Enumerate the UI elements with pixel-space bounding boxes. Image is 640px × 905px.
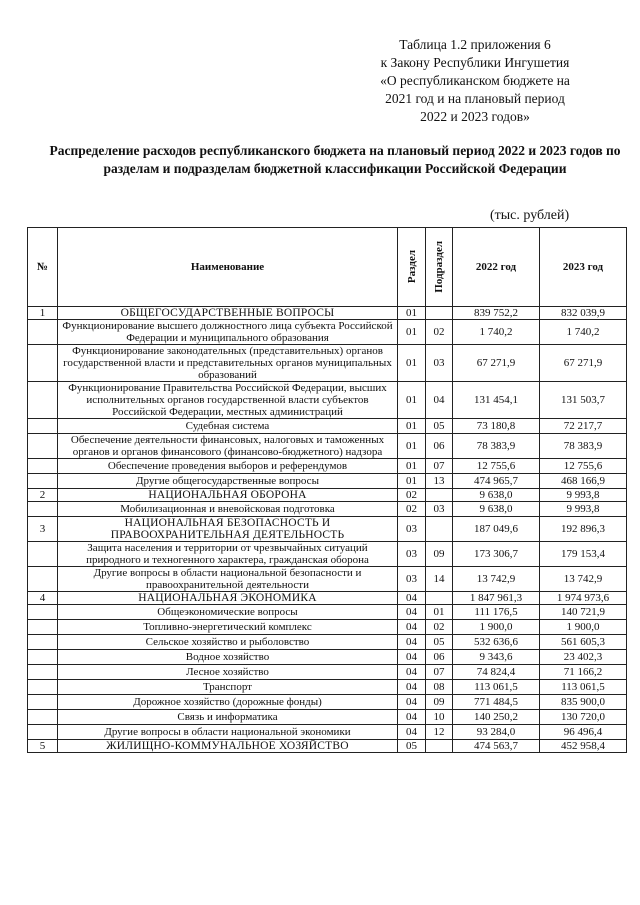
row-number (28, 725, 58, 740)
appendix-note (330, 36, 620, 126)
row-number (28, 502, 58, 517)
row-name: Связь и информатика (58, 710, 398, 725)
row-section-code: 01 (398, 382, 426, 419)
appendix-note-line: 2022 и 2023 годов» (420, 109, 530, 124)
row-value-2022: 93 284,0 (453, 725, 540, 740)
row-value-2023: 23 402,3 (540, 650, 627, 665)
row-value-2022: 13 742,9 (453, 567, 540, 592)
row-number: 5 (28, 740, 58, 753)
col-header-section (398, 228, 426, 307)
row-section-code: 01 (398, 419, 426, 434)
row-subsection-code: 09 (426, 542, 453, 567)
row-name: Дорожное хозяйство (дорожные фонды) (58, 695, 398, 710)
row-section-code: 05 (398, 740, 426, 753)
row-subsection-code: 02 (426, 620, 453, 635)
row-subsection-code: 14 (426, 567, 453, 592)
row-value-2023: 130 720,0 (540, 710, 627, 725)
row-value-2022: 9 343,6 (453, 650, 540, 665)
table-row (28, 434, 627, 459)
row-value-2023: 113 061,5 (540, 680, 627, 695)
row-section-code: 04 (398, 592, 426, 605)
row-subsection-code (426, 740, 453, 753)
row-subsection-code: 04 (426, 382, 453, 419)
row-subsection-code (426, 489, 453, 502)
row-section-code: 04 (398, 635, 426, 650)
row-number (28, 320, 58, 345)
section-row (28, 307, 627, 320)
row-name: Водное хозяйство (58, 650, 398, 665)
row-number (28, 567, 58, 592)
row-value-2023: 67 271,9 (540, 345, 627, 382)
row-name: Другие вопросы в области национальной безопасности и правоохранительной деятельности (58, 567, 398, 592)
row-number (28, 635, 58, 650)
row-section-code: 02 (398, 502, 426, 517)
row-number (28, 459, 58, 474)
table-row (28, 542, 627, 567)
table-row (28, 665, 627, 680)
row-number (28, 605, 58, 620)
row-name: Общеэкономические вопросы (58, 605, 398, 620)
row-value-2023: 12 755,6 (540, 459, 627, 474)
table-row (28, 474, 627, 489)
row-number (28, 542, 58, 567)
row-name: Функционирование высшего должностного лица субъекта Российской Федерации и муниципального образования (58, 320, 398, 345)
row-value-2023: 192 896,3 (540, 517, 627, 542)
col-header-section-label: Раздел (405, 250, 418, 284)
row-value-2022: 111 176,5 (453, 605, 540, 620)
table-row (28, 459, 627, 474)
row-value-2023: 561 605,3 (540, 635, 627, 650)
row-section-code: 03 (398, 542, 426, 567)
row-section-code: 01 (398, 459, 426, 474)
appendix-note-line: Таблица 1.2 приложения 6 (399, 37, 551, 52)
col-header-2022: 2022 год (453, 228, 540, 307)
row-value-2023: 78 383,9 (540, 434, 627, 459)
row-value-2022: 73 180,8 (453, 419, 540, 434)
row-subsection-code: 01 (426, 605, 453, 620)
row-value-2023: 832 039,9 (540, 307, 627, 320)
row-value-2022: 140 250,2 (453, 710, 540, 725)
row-subsection-code: 08 (426, 680, 453, 695)
row-value-2023: 72 217,7 (540, 419, 627, 434)
row-value-2023: 1 740,2 (540, 320, 627, 345)
appendix-note-line: к Закону Республики Ингушетия (380, 55, 570, 70)
row-value-2022: 474 965,7 (453, 474, 540, 489)
row-name: Функционирование Правительства Российской Федерации, высших исполнительных органов государственной власти субъектов Российской Федерации, местных администраций (58, 382, 398, 419)
table-row (28, 502, 627, 517)
row-value-2023: 1 900,0 (540, 620, 627, 635)
row-value-2022: 474 563,7 (453, 740, 540, 753)
row-value-2023: 835 900,0 (540, 695, 627, 710)
row-name: Лесное хозяйство (58, 665, 398, 680)
row-number: 4 (28, 592, 58, 605)
row-subsection-code: 09 (426, 695, 453, 710)
row-value-2022: 173 306,7 (453, 542, 540, 567)
row-subsection-code (426, 592, 453, 605)
row-value-2023: 452 958,4 (540, 740, 627, 753)
row-value-2023: 140 721,9 (540, 605, 627, 620)
section-row (28, 517, 627, 542)
appendix-note-line: «О республиканском бюджете на (380, 73, 570, 88)
row-section-code: 04 (398, 620, 426, 635)
row-value-2022: 1 847 961,3 (453, 592, 540, 605)
row-value-2022: 131 454,1 (453, 382, 540, 419)
row-value-2023: 131 503,7 (540, 382, 627, 419)
row-subsection-code: 07 (426, 665, 453, 680)
row-value-2022: 9 638,0 (453, 489, 540, 502)
row-number: 3 (28, 517, 58, 542)
table-row (28, 680, 627, 695)
row-subsection-code (426, 517, 453, 542)
row-section-code: 03 (398, 567, 426, 592)
row-name: Судебная система (58, 419, 398, 434)
row-section-code: 04 (398, 680, 426, 695)
units-label: (тыс. рублей) (490, 208, 570, 223)
col-header-num: № (28, 228, 58, 307)
table-row (28, 635, 627, 650)
row-number (28, 620, 58, 635)
col-header-subsection (426, 228, 453, 307)
row-value-2022: 771 484,5 (453, 695, 540, 710)
row-name: НАЦИОНАЛЬНАЯ ОБОРОНА (58, 489, 398, 502)
row-name: Функционирование законодательных (представительных) органов государственной власти и представительных органов муниципальных образований (58, 345, 398, 382)
row-subsection-code: 05 (426, 635, 453, 650)
row-number (28, 695, 58, 710)
table-row (28, 695, 627, 710)
row-section-code: 01 (398, 307, 426, 320)
row-section-code: 03 (398, 517, 426, 542)
row-number (28, 680, 58, 695)
row-subsection-code: 10 (426, 710, 453, 725)
table-row (28, 710, 627, 725)
row-name: НАЦИОНАЛЬНАЯ ЭКОНОМИКА (58, 592, 398, 605)
row-name: НАЦИОНАЛЬНАЯ БЕЗОПАСНОСТЬ И ПРАВООХРАНИТЕЛЬНАЯ ДЕЯТЕЛЬНОСТЬ (58, 517, 398, 542)
row-section-code: 01 (398, 434, 426, 459)
row-value-2022: 1 900,0 (453, 620, 540, 635)
row-number (28, 710, 58, 725)
row-number: 1 (28, 307, 58, 320)
col-header-subsection-label: Подраздел (433, 241, 445, 293)
row-section-code: 04 (398, 605, 426, 620)
table-row (28, 419, 627, 434)
row-number (28, 419, 58, 434)
row-name: ЖИЛИЩНО-КОММУНАЛЬНОЕ ХОЗЯЙСТВО (58, 740, 398, 753)
row-value-2023: 71 166,2 (540, 665, 627, 680)
row-section-code: 04 (398, 695, 426, 710)
row-number (28, 345, 58, 382)
row-section-code: 01 (398, 345, 426, 382)
row-number (28, 382, 58, 419)
table-row (28, 382, 627, 419)
row-section-code: 04 (398, 710, 426, 725)
row-name: Обеспечение проведения выборов и референдумов (58, 459, 398, 474)
row-subsection-code: 13 (426, 474, 453, 489)
row-value-2022: 74 824,4 (453, 665, 540, 680)
row-subsection-code: 05 (426, 419, 453, 434)
row-number (28, 665, 58, 680)
row-value-2023: 96 496,4 (540, 725, 627, 740)
row-value-2022: 12 755,6 (453, 459, 540, 474)
appendix-note-line: 2021 год и на плановый период (385, 91, 565, 106)
row-section-code: 01 (398, 320, 426, 345)
row-name: Защита населения и территории от чрезвычайных ситуаций природного и техногенного характера, гражданская оборона (58, 542, 398, 567)
row-value-2022: 1 740,2 (453, 320, 540, 345)
section-row (28, 592, 627, 605)
row-value-2022: 9 638,0 (453, 502, 540, 517)
row-value-2022: 839 752,2 (453, 307, 540, 320)
row-value-2022: 78 383,9 (453, 434, 540, 459)
row-value-2022: 187 049,6 (453, 517, 540, 542)
table-row (28, 345, 627, 382)
section-row (28, 740, 627, 753)
table-row (28, 725, 627, 740)
table-header-row (28, 228, 627, 307)
row-value-2023: 468 166,9 (540, 474, 627, 489)
row-name: ОБЩЕГОСУДАРСТВЕННЫЕ ВОПРОСЫ (58, 307, 398, 320)
row-value-2023: 13 742,9 (540, 567, 627, 592)
col-header-name: Наименование (58, 228, 398, 307)
row-section-code: 04 (398, 725, 426, 740)
row-subsection-code: 12 (426, 725, 453, 740)
row-subsection-code: 03 (426, 502, 453, 517)
row-subsection-code: 07 (426, 459, 453, 474)
row-subsection-code: 03 (426, 345, 453, 382)
row-subsection-code: 02 (426, 320, 453, 345)
row-value-2022: 532 636,6 (453, 635, 540, 650)
row-name: Мобилизационная и вневойсковая подготовка (58, 502, 398, 517)
row-name: Обеспечение деятельности финансовых, налоговых и таможенных органов и органов финансового (финансово-бюджетного) надзора (58, 434, 398, 459)
row-name: Топливно-энергетический комплекс (58, 620, 398, 635)
section-row (28, 489, 627, 502)
row-value-2023: 179 153,4 (540, 542, 627, 567)
row-name: Транспорт (58, 680, 398, 695)
row-name: Другие вопросы в области национальной экономики (58, 725, 398, 740)
row-value-2023: 9 993,8 (540, 489, 627, 502)
row-number (28, 434, 58, 459)
table-row (28, 620, 627, 635)
row-number (28, 474, 58, 489)
row-section-code: 02 (398, 489, 426, 502)
row-name: Сельское хозяйство и рыболовство (58, 635, 398, 650)
row-section-code: 01 (398, 474, 426, 489)
row-value-2022: 113 061,5 (453, 680, 540, 695)
row-section-code: 04 (398, 650, 426, 665)
row-value-2023: 1 974 973,6 (540, 592, 627, 605)
table-row (28, 605, 627, 620)
row-value-2023: 9 993,8 (540, 502, 627, 517)
row-number (28, 650, 58, 665)
col-header-2023: 2023 год (540, 228, 627, 307)
row-subsection-code: 06 (426, 434, 453, 459)
table-row (28, 567, 627, 592)
table-body (28, 307, 627, 753)
row-number: 2 (28, 489, 58, 502)
row-subsection-code (426, 307, 453, 320)
row-name: Другие общегосударственные вопросы (58, 474, 398, 489)
row-value-2022: 67 271,9 (453, 345, 540, 382)
row-section-code: 04 (398, 665, 426, 680)
document-title: Распределение расходов республиканского бюджета на плановый период 2022 и 2023 годов по разделам и подразделам бюджетной классификации Российской Федерации (49, 143, 621, 176)
budget-table (27, 227, 627, 753)
row-subsection-code: 06 (426, 650, 453, 665)
table-row (28, 650, 627, 665)
table-row (28, 320, 627, 345)
